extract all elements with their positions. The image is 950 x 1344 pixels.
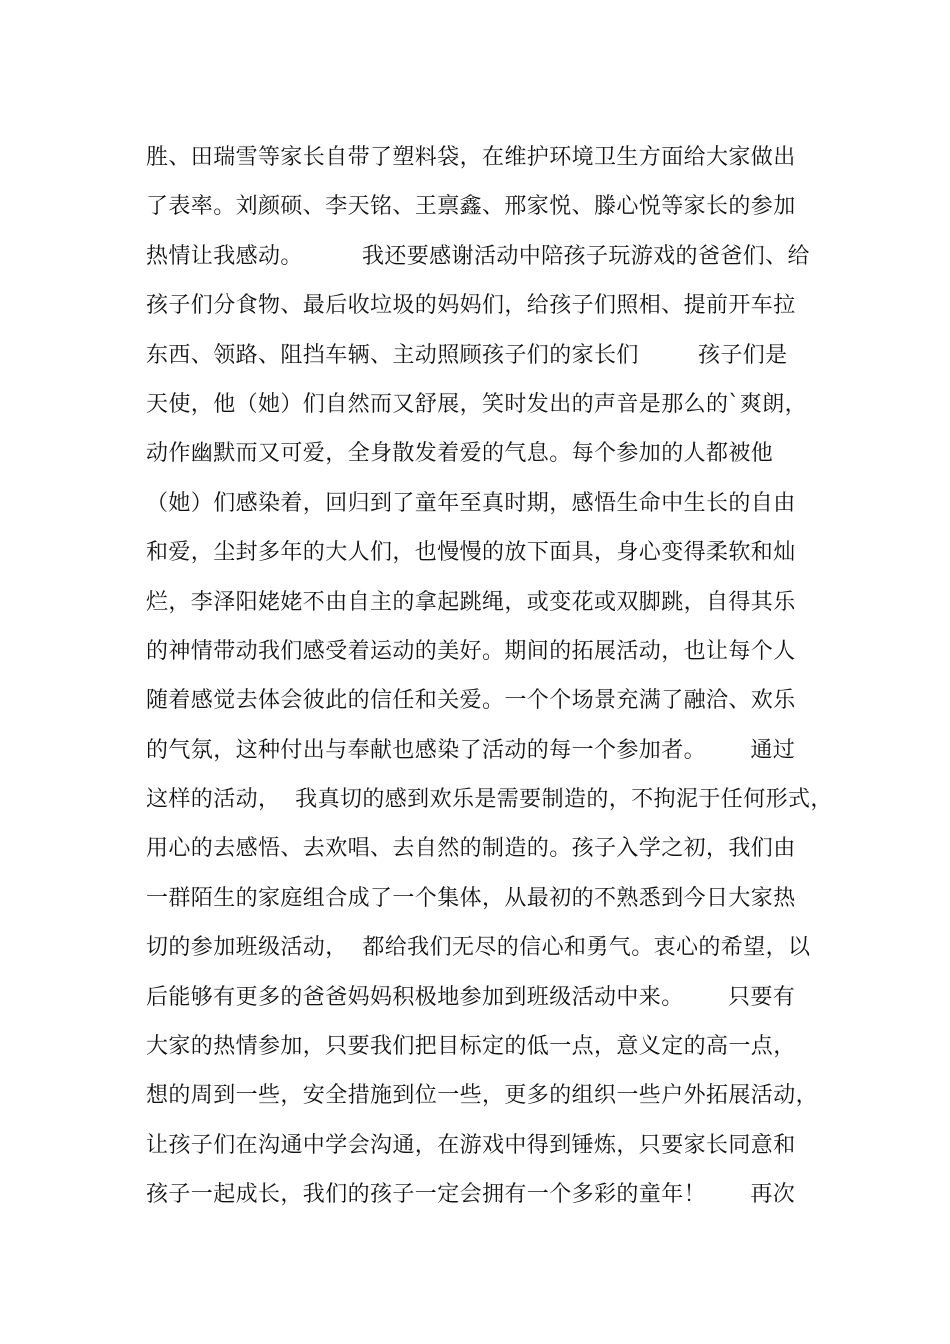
text-line: 大家的热情参加，只要我们把目标定的低一点，意义定的高一点， (146, 1034, 796, 1060)
text-line: 孩子一起成长，我们的孩子一定会拥有一个多彩的童年！ 再次 (146, 1182, 796, 1208)
text-line: 想的周到一些，安全措施到位一些，更多的组织一些户外拓展活动， (146, 1083, 819, 1109)
text-line: 这样的活动， 我真切的感到欢乐是需要制造的，不拘泥于任何形式， (146, 787, 833, 813)
text-line: 动作幽默而又可爱，全身散发着爱的气息。每个参加的人都被他 (146, 441, 774, 467)
text-line: 的气氛，这种付出与奉献也感染了活动的每一个参加者。 通过 (146, 737, 796, 763)
text-line: 了表率。刘颜硕、李天铭、王禀鑫、邢家悦、滕心悦等家长的参加 (146, 194, 796, 220)
text-line: 的神情带动我们感受着运动的美好。期间的拓展活动，也让每个人 (146, 638, 796, 664)
text-line: 东西、领路、阻挡车辆、主动照顾孩子们的家长们 孩子们是 (146, 342, 788, 368)
text-line: 让孩子们在沟通中学会沟通，在游戏中得到锤炼，只要家长同意和 (146, 1132, 796, 1158)
text-line: 用心的去感悟、去欢唱、去自然的制造的。孩子入学之初，我们由 (146, 836, 796, 862)
text-line: 天使，他（她）们自然而又舒展，笑时发出的声音是那么的`爽朗， (146, 391, 808, 417)
text-line: 和爱，尘封多年的大人们，也慢慢的放下面具，身心变得柔软和灿 (146, 540, 796, 566)
text-line: 一群陌生的家庭组合成了一个集体，从最初的不熟悉到今日大家热 (146, 885, 796, 911)
text-line: 随着感觉去体会彼此的信任和关爱。一个个场景充满了融洽、欢乐 (146, 688, 796, 714)
text-line: 胜、田瑞雪等家长自带了塑料袋，在维护环境卫生方面给大家做出 (146, 145, 796, 170)
text-line: 孩子们分食物、最后收垃圾的妈妈们，给孩子们照相、提前开车拉 (146, 293, 796, 319)
body-text (146, 133, 833, 1220)
text-line: 切的参加班级活动， 都给我们无尽的信心和勇气。衷心的希望，以 (146, 935, 811, 961)
text-line: 烂，李泽阳姥姥不由自主的拿起跳绳，或变花或双脚跳，自得其乐 (146, 589, 796, 615)
text-line: 后能够有更多的爸爸妈妈积极地参加到班级活动中来。 只要有 (146, 984, 796, 1010)
text-line: （她）们感染着，回归到了童年至真时期，感悟生命中生长的自由 (146, 490, 796, 516)
text-line: 热情让我感动。 我还要感谢活动中陪孩子玩游戏的爸爸们、给 (146, 243, 810, 269)
